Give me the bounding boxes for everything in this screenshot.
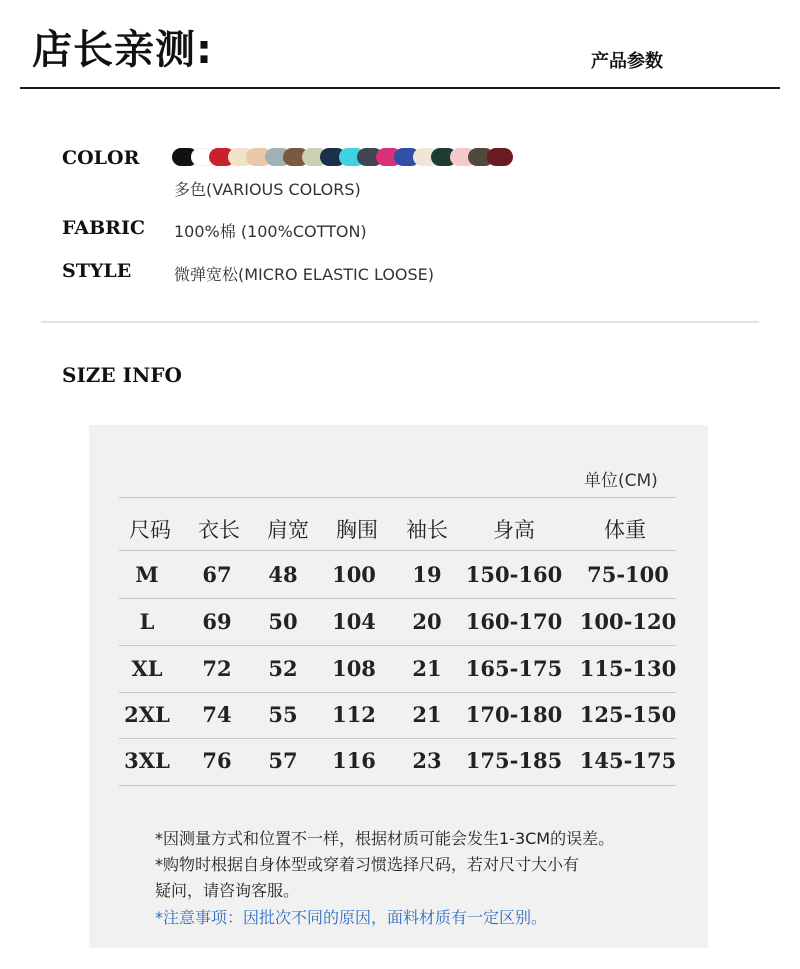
table-row-rule — [119, 738, 676, 739]
color-value: 多色(VARIOUS COLORS) — [174, 180, 361, 199]
cell-height: 150-160 — [465, 562, 563, 587]
cell-length: 76 — [202, 748, 232, 773]
cell-sleeve: 21 — [412, 656, 442, 681]
table-bottom-rule — [119, 785, 676, 786]
header-size: 尺码 — [129, 518, 171, 542]
cell-chest: 112 — [332, 702, 376, 727]
size-info-heading: SIZE INFO — [62, 363, 182, 387]
cell-shoulder: 57 — [268, 748, 298, 773]
note-measurement-error: *因测量方式和位置不一样，根据材质可能会发生1-3CM的误差。 — [155, 829, 615, 848]
table-top-rule — [119, 497, 676, 498]
style-value: 微弹宽松(MICRO ELASTIC LOOSE) — [174, 265, 435, 284]
header-divider — [20, 87, 780, 89]
cell-chest: 108 — [332, 656, 376, 681]
cell-sleeve: 19 — [412, 562, 442, 587]
color-swatch — [487, 148, 513, 166]
cell-weight: 75-100 — [587, 562, 669, 587]
header-length: 衣长 — [198, 518, 240, 542]
cell-height: 165-175 — [465, 656, 563, 681]
cell-chest: 100 — [332, 562, 376, 587]
cell-shoulder: 50 — [268, 609, 298, 634]
cell-size: 2XL — [124, 702, 170, 727]
section-divider — [41, 321, 759, 323]
cell-length: 69 — [202, 609, 232, 634]
cell-size: XL — [131, 656, 163, 681]
cell-weight: 125-150 — [579, 702, 677, 727]
unit-label: 单位(CM) — [584, 471, 658, 491]
table-row-rule — [119, 692, 676, 693]
fabric-label: FABRIC — [62, 217, 145, 239]
note-size-choice: *购物时根据自身体型或穿着习惯选择尺码，若对尺寸大小有 — [155, 855, 580, 874]
header-sleeve: 袖长 — [406, 518, 448, 542]
cell-shoulder: 48 — [268, 562, 298, 587]
color-label: COLOR — [62, 147, 140, 169]
table-row-rule — [119, 550, 676, 551]
cell-weight: 115-130 — [579, 656, 677, 681]
cell-height: 170-180 — [465, 702, 563, 727]
cell-size: 3XL — [124, 748, 170, 773]
note-fabric-variance: *注意事项：因批次不同的原因，面料材质有一定区别。 — [155, 908, 548, 927]
table-row-rule — [119, 598, 676, 599]
product-params-label: 产品参数 — [591, 51, 663, 72]
note-contact-service: 疑问，请咨询客服。 — [155, 881, 300, 900]
cell-chest: 116 — [332, 748, 376, 773]
cell-weight: 145-175 — [579, 748, 677, 773]
cell-sleeve: 23 — [412, 748, 442, 773]
cell-length: 72 — [202, 656, 232, 681]
cell-sleeve: 21 — [412, 702, 442, 727]
header-weight: 体重 — [604, 518, 646, 542]
cell-size: L — [139, 609, 155, 634]
header-height: 身高 — [493, 518, 535, 542]
cell-shoulder: 55 — [268, 702, 298, 727]
cell-height: 160-170 — [465, 609, 563, 634]
cell-length: 74 — [202, 702, 232, 727]
style-label: STYLE — [62, 260, 132, 282]
cell-height: 175-185 — [465, 748, 563, 773]
page-title: 店长亲测: — [32, 27, 213, 73]
table-row-rule — [119, 645, 676, 646]
header-shoulder: 肩宽 — [267, 518, 309, 542]
color-swatch-strip — [172, 148, 517, 168]
cell-size: M — [135, 562, 159, 587]
cell-length: 67 — [202, 562, 232, 587]
cell-weight: 100-120 — [579, 609, 677, 634]
cell-chest: 104 — [332, 609, 376, 634]
cell-shoulder: 52 — [268, 656, 298, 681]
header-chest: 胸围 — [336, 518, 378, 542]
fabric-value: 100%棉 (100%COTTON) — [174, 222, 367, 241]
cell-sleeve: 20 — [412, 609, 442, 634]
